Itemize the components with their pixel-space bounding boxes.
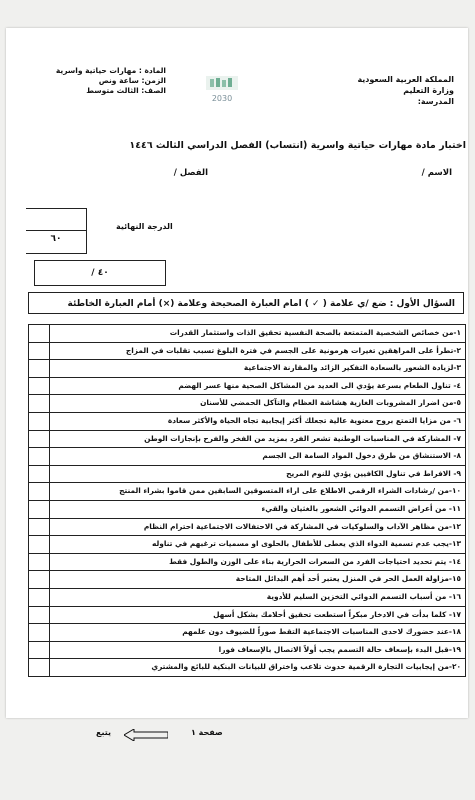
answer-cell[interactable] [29, 466, 50, 483]
answer-cell[interactable] [29, 483, 50, 500]
answer-cell[interactable] [29, 325, 50, 342]
header-country: المملكة العربية السعودية [357, 75, 454, 84]
header-left [36, 66, 166, 96]
ministry-logo [202, 74, 242, 108]
question-score-box [34, 260, 166, 286]
list-item [29, 431, 465, 449]
list-item [29, 589, 465, 607]
page-footer [96, 724, 256, 744]
answer-cell[interactable] [29, 343, 50, 360]
answer-cell[interactable] [29, 501, 50, 518]
answer-cell[interactable] [29, 589, 50, 606]
question-text: ١٤- يتم تحديد احتياجات الفرد من السعرات الحرارية بناء على الوزن والطول فقط [169, 556, 461, 566]
continue-label: يتبع [96, 728, 111, 737]
question-text: ١٠-من /رشادات الشراء الرقمي الاطلاع على اراء المتسوقين السابقين ممن قاموا بشراء المنتج [119, 486, 461, 496]
answer-cell[interactable] [29, 554, 50, 571]
list-item [29, 501, 465, 519]
final-grade-value: ٦٠ [50, 234, 62, 244]
score-value: ٤٠ [97, 268, 109, 278]
question-text: ١٧- كلما بدأت في الادخار مبكراً استطعت تحقيق أحلامك بشكل أسهل [213, 609, 461, 619]
list-item [29, 466, 465, 484]
list-item [29, 395, 465, 413]
svg-text:2030: 2030 [211, 94, 233, 103]
list-item [29, 343, 465, 361]
question-text: ٧- المشاركة في المناسبات الوطنية تشعر الفرد بمزيد من الفخر والفرح بإنجازات الوطن [144, 433, 461, 443]
list-item [29, 519, 465, 537]
list-item [29, 659, 465, 677]
question-text: ١٦- من أسباب التسمم الدوائي التخزين السليم للأدوية [266, 591, 461, 601]
answer-cell[interactable] [29, 571, 50, 588]
student-info-row [26, 168, 466, 182]
grade-divider [26, 230, 86, 231]
answer-cell[interactable] [29, 378, 50, 395]
question-text: ٣-لزيادة الشعور بالسعادة التفكير الزائد والمقارنة الاجتماعية [243, 363, 461, 373]
list-item [29, 360, 465, 378]
student-name-label: الاسم / [421, 168, 452, 178]
question-text: ٢-تطرأ على المراهقين تغيرات هرمونية على الجسم في فترة البلوغ تسبب تقلبات في المزاج [125, 345, 461, 355]
answer-cell[interactable] [29, 659, 50, 676]
arrow-left-icon [124, 729, 168, 743]
final-grade-box [26, 208, 87, 254]
question-text: ١٢-من مظاهر الآداب والسلوكيات في المشاركة في الاحتفالات الاجتماعية احترام النظام [143, 521, 461, 531]
answer-cell[interactable] [29, 519, 50, 536]
list-item [29, 413, 465, 431]
header-right [324, 74, 454, 107]
student-class-label: الفصل / [173, 168, 208, 178]
list-item [29, 325, 465, 343]
answer-cell[interactable] [29, 395, 50, 412]
page-number: صفحة ١ [191, 728, 223, 737]
question-text: ٢٠-من إيجابيات التجارة الرقمية حدوث تلاعب واختراق للبيانات البنكية للبائع والمشتري [151, 662, 461, 672]
question-text: ١٥-مزاولة العمل الحر في المنزل يعتبر أحد أهم البدائل المتاحة [235, 574, 461, 584]
answer-cell[interactable] [29, 360, 50, 377]
answer-cell[interactable] [29, 448, 50, 465]
list-item [29, 607, 465, 625]
question-text: ٥-من اضرار المشروبات الغازية هشاشة العظام والتآكل الحمضي للأسنان [200, 398, 461, 408]
answer-cell[interactable] [29, 624, 50, 641]
list-item [29, 642, 465, 660]
exam-page [6, 28, 468, 737]
list-item [29, 483, 465, 501]
question-text: ١٩-قبل البدء بإسعاف حالة التسمم يجب أولاً الاتصال بالإسعاف فورا [218, 644, 461, 654]
question-text: ٤- تناول الطعام بسرعة يؤدي الى العديد من المشاكل الصحية منها عسر الهضم [178, 380, 461, 390]
answer-cell[interactable] [29, 431, 50, 448]
question-text: ٦- من مزايا التمتع بروح معنوية عالية تجعلك أكثر إيجابية تجاه الحياة والأكثر سعادة [167, 415, 461, 425]
list-item [29, 554, 465, 572]
question-text: ٨- الاستنشاق من طرق دخول المواد السامة الى الجسم [262, 451, 461, 461]
answer-cell[interactable] [29, 536, 50, 553]
header-time: الزمن: ساعة ونص [98, 76, 166, 85]
question-text: ٩- الافراط في تناول الكافيين يؤدي للنوم المريح [286, 468, 461, 478]
answer-cell[interactable] [29, 642, 50, 659]
exam-title: اختبار مادة مهارات حياتية واسرية (انتساب) الفصل الدراسي الثالث ١٤٤٦ [129, 140, 466, 151]
score-slash: / [91, 268, 95, 278]
header-grade: الصف: الثالث متوسط [86, 86, 166, 95]
answer-cell[interactable] [29, 607, 50, 624]
question-text: ١١- من أعراض التسمم الدوائي الشعور بالغثيان والقيء [261, 503, 461, 513]
list-item [29, 378, 465, 396]
list-item [29, 536, 465, 554]
list-item [29, 448, 465, 466]
question-heading: السؤال الأول : ضع /ي علامة ( ✓ ) امام العبارة الصحيحة وعلامة (×) أمام العبارة الخاطئة [28, 292, 464, 314]
answer-cell[interactable] [29, 413, 50, 430]
list-item [29, 624, 465, 642]
question-text: ١٣-يجب عدم تسمية الدواء الذي يعطى للأطفال بالحلوى او مسميات ترغبهم في تناوله [151, 539, 461, 549]
header-ministry: وزارة التعليم [403, 86, 454, 95]
question-list [28, 324, 466, 677]
list-item [29, 571, 465, 589]
question-text: ١٨-عند حضورك لاحدى المناسبات الاجتماعية التقط صوراً للضيوف دون علمهم [182, 627, 461, 637]
header-school: المدرسة: [417, 97, 454, 106]
final-grade-label: الدرجة النهائية [116, 222, 173, 231]
question-text: ١-من خصائص الشخصية المتمتعة بالصحة النفسية تحقيق الذات واستثمار القدرات [169, 328, 461, 337]
header-subject: المادة : مهارات حياتية واسرية [55, 66, 166, 75]
